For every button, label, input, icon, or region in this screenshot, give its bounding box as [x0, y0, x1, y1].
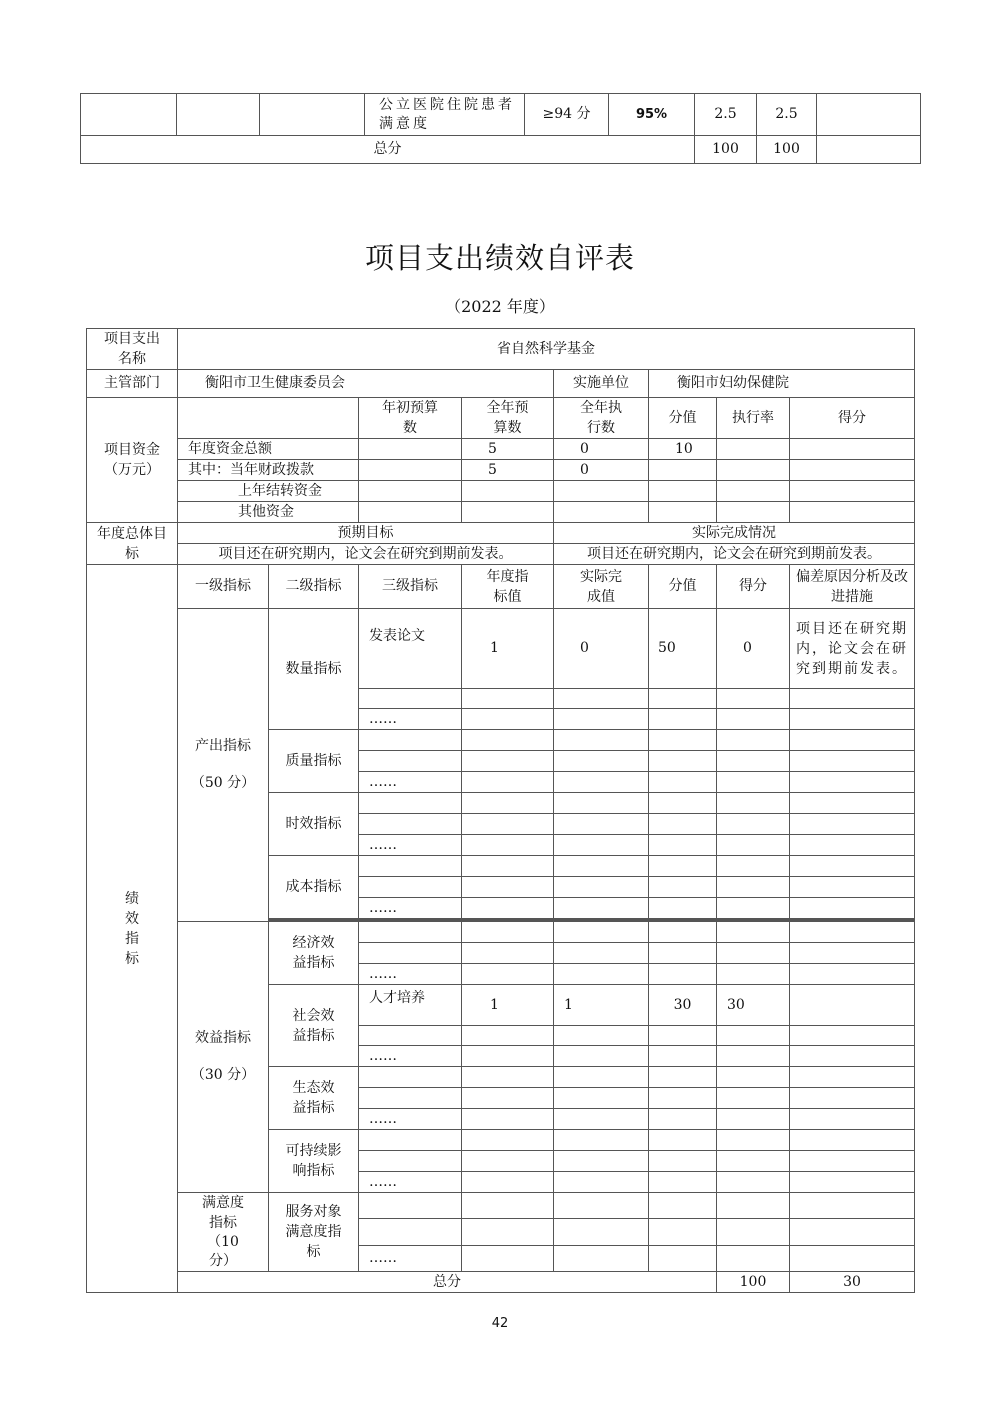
cell — [717, 1151, 790, 1172]
cell — [177, 94, 260, 136]
cell — [554, 1193, 649, 1219]
total-label: 总分 — [81, 136, 695, 164]
funds-rate — [717, 502, 790, 523]
funds-row-label: 上年结转资金 — [178, 481, 359, 502]
funds-rate — [717, 481, 790, 502]
cost-indicator: 成本指标 — [269, 856, 359, 919]
perf-header: 分值 — [649, 565, 717, 609]
funds-value — [649, 460, 717, 481]
cell — [790, 689, 915, 709]
cell — [790, 898, 915, 919]
cell — [717, 730, 790, 751]
score-value-cell: 2.5 — [695, 94, 757, 136]
cell — [649, 1151, 717, 1172]
ellipsis: …… — [359, 964, 462, 985]
cell — [790, 814, 915, 835]
cell — [790, 877, 915, 898]
perf-label-text: 绩效指标 — [125, 890, 139, 967]
funds-row-label: 其他资金 — [178, 502, 359, 523]
benefit-indicator — [178, 922, 269, 1193]
quantity-indicator: 数量指标 — [269, 609, 359, 730]
sustainable-indicator: 可持续影响指标 — [269, 1130, 359, 1193]
cell — [554, 964, 649, 985]
cell — [554, 730, 649, 751]
cell — [790, 1026, 915, 1046]
cell — [790, 772, 915, 793]
funds-header-init: 年初预算数 — [359, 398, 462, 439]
paper-score: 0 — [717, 609, 790, 689]
actual-cell: 95% — [609, 94, 695, 136]
goals-planned: 项目还在研究期内，论文会在研究到期前发表。 — [178, 544, 554, 565]
cell — [359, 1088, 462, 1109]
cell — [462, 689, 554, 709]
cell — [554, 922, 649, 943]
cell — [554, 835, 649, 856]
funds-init — [359, 481, 462, 502]
cell — [462, 709, 554, 730]
perf-header: 实际完成值 — [554, 565, 649, 609]
cell — [554, 772, 649, 793]
cell — [359, 1130, 462, 1151]
cell — [790, 793, 915, 814]
funds-score — [790, 460, 915, 481]
total-value: 100 — [695, 136, 757, 164]
cell — [790, 751, 915, 772]
cell — [462, 1109, 554, 1130]
goals-label: 年度总体目标 — [87, 523, 178, 565]
cell — [462, 814, 554, 835]
evaluation-table — [86, 328, 915, 1293]
cell — [717, 1219, 790, 1245]
cell — [717, 922, 790, 943]
target-cell: ≥94 分 — [525, 94, 609, 136]
cell — [554, 1172, 649, 1193]
cell — [462, 856, 554, 877]
cell — [178, 398, 359, 439]
cell — [462, 1046, 554, 1067]
paper-reason: 项目还在研究期内，论文会在研究到期前发表。 — [790, 609, 915, 689]
talent-score: 30 — [717, 985, 790, 1026]
cell — [717, 1046, 790, 1067]
perf-header: 得分 — [717, 565, 790, 609]
cell — [717, 943, 790, 964]
ellipsis: …… — [359, 1172, 462, 1193]
cell — [790, 1067, 915, 1088]
cell — [462, 964, 554, 985]
cell — [359, 1151, 462, 1172]
funds-value: 10 — [649, 439, 717, 460]
cell — [649, 964, 717, 985]
funds-score — [790, 439, 915, 460]
funds-annual — [462, 481, 554, 502]
cell — [717, 793, 790, 814]
cell — [649, 835, 717, 856]
paper-target: 1 — [462, 609, 554, 689]
cell — [649, 709, 717, 730]
funds-row-label: 其中：当年财政拨款 — [178, 460, 359, 481]
cell — [717, 814, 790, 835]
funds-init — [359, 502, 462, 523]
cell — [462, 1088, 554, 1109]
satisfaction-indicator — [178, 1193, 269, 1272]
cell — [462, 772, 554, 793]
ellipsis: …… — [359, 1046, 462, 1067]
cell — [359, 793, 462, 814]
cell — [649, 1193, 717, 1219]
cell — [649, 730, 717, 751]
page-title: 项目支出绩效自评表 — [364, 241, 635, 275]
perf-header: 一级指标 — [178, 565, 269, 609]
cell — [649, 1172, 717, 1193]
cell — [717, 1130, 790, 1151]
perf-label — [87, 565, 178, 1293]
cell — [462, 1245, 554, 1271]
quality-indicator: 质量指标 — [269, 730, 359, 793]
ellipsis: …… — [359, 898, 462, 919]
cell — [717, 964, 790, 985]
cell — [790, 985, 915, 1026]
cell — [554, 877, 649, 898]
cell — [717, 1245, 790, 1271]
cell — [554, 709, 649, 730]
cell — [554, 751, 649, 772]
funds-header-rate: 执行率 — [717, 398, 790, 439]
cell — [649, 814, 717, 835]
cell — [554, 898, 649, 919]
ellipsis: …… — [359, 835, 462, 856]
cell — [717, 689, 790, 709]
output-points: （50 分） — [190, 775, 256, 791]
goals-planned-label: 预期目标 — [178, 523, 554, 544]
cell — [554, 814, 649, 835]
cell — [649, 793, 717, 814]
cell — [790, 1245, 915, 1271]
cell — [81, 94, 177, 136]
cell — [554, 1088, 649, 1109]
funds-annual: 5 — [462, 439, 554, 460]
project-name: 省自然科学基金 — [178, 329, 915, 370]
cell — [790, 835, 915, 856]
perf-header: 偏差原因分析及改进措施 — [790, 565, 915, 609]
funds-rate — [717, 460, 790, 481]
cell — [359, 689, 462, 709]
talent-actual: 1 — [554, 985, 649, 1026]
talent-indicator: 人才培养 — [359, 985, 462, 1026]
cell — [359, 814, 462, 835]
cell — [649, 772, 717, 793]
cell — [790, 1172, 915, 1193]
cell — [359, 1219, 462, 1245]
score-cell: 2.5 — [757, 94, 817, 136]
perf-total-score: 30 — [790, 1272, 915, 1293]
cell — [717, 1193, 790, 1219]
output-label: 产出指标 — [195, 738, 251, 754]
cell — [554, 1046, 649, 1067]
cell — [462, 898, 554, 919]
dept-value: 衡阳市卫生健康委员会 — [178, 370, 554, 398]
funds-label: 项目资金（万元） — [87, 398, 178, 523]
previous-table-tail — [80, 93, 921, 164]
cell — [790, 1109, 915, 1130]
ellipsis: …… — [359, 1109, 462, 1130]
cell — [717, 856, 790, 877]
cell — [462, 793, 554, 814]
cell — [790, 1219, 915, 1245]
cell — [790, 730, 915, 751]
cell — [554, 1109, 649, 1130]
cell — [717, 709, 790, 730]
funds-rate — [717, 439, 790, 460]
cell — [790, 1046, 915, 1067]
cell — [790, 1193, 915, 1219]
cell — [462, 1193, 554, 1219]
total-score: 100 — [757, 136, 817, 164]
cell — [462, 1172, 554, 1193]
cell — [649, 1219, 717, 1245]
cell — [462, 1151, 554, 1172]
cell — [462, 1219, 554, 1245]
indicator-cell: 公立医院住院患者满意度 — [365, 94, 525, 136]
funds-init — [359, 460, 462, 481]
talent-value: 30 — [649, 985, 717, 1026]
cell — [790, 856, 915, 877]
cell — [554, 1151, 649, 1172]
cell — [649, 1026, 717, 1046]
paper-actual: 0 — [554, 609, 649, 689]
cell — [554, 1026, 649, 1046]
funds-header-annual: 全年预算数 — [462, 398, 554, 439]
goals-actual: 项目还在研究期内，论文会在研究到期前发表。 — [554, 544, 915, 565]
cell — [359, 1193, 462, 1219]
cell — [649, 1245, 717, 1271]
service-indicator: 服务对象满意度指标 — [269, 1193, 359, 1272]
funds-exec: 0 — [554, 439, 649, 460]
funds-exec — [554, 502, 649, 523]
ecological-indicator: 生态效益指标 — [269, 1067, 359, 1130]
funds-header-exec: 全年执行数 — [554, 398, 649, 439]
funds-init — [359, 439, 462, 460]
cell — [649, 1067, 717, 1088]
cell — [649, 689, 717, 709]
cell — [717, 1172, 790, 1193]
cell — [717, 1067, 790, 1088]
cell — [649, 751, 717, 772]
cell — [649, 856, 717, 877]
cell — [462, 835, 554, 856]
cell — [817, 94, 921, 136]
social-indicator: 社会效益指标 — [269, 985, 359, 1067]
cell — [717, 751, 790, 772]
cell — [554, 793, 649, 814]
perf-header: 年度指标值 — [462, 565, 554, 609]
goals-actual-label: 实际完成情况 — [554, 523, 915, 544]
cell — [359, 856, 462, 877]
benefit-label: 效益指标 — [195, 1030, 251, 1046]
perf-total-value: 100 — [717, 1272, 790, 1293]
timeliness-indicator: 时效指标 — [269, 793, 359, 856]
cell — [790, 709, 915, 730]
cell — [462, 922, 554, 943]
cell — [462, 1067, 554, 1088]
ellipsis: …… — [359, 709, 462, 730]
perf-total-label: 总分 — [178, 1272, 717, 1293]
cell — [462, 943, 554, 964]
cell — [554, 689, 649, 709]
cell — [790, 964, 915, 985]
talent-target: 1 — [462, 985, 554, 1026]
cell — [717, 1026, 790, 1046]
cell — [817, 136, 921, 164]
ellipsis: …… — [359, 772, 462, 793]
funds-value — [649, 481, 717, 502]
paper-value: 50 — [649, 609, 717, 689]
cell — [649, 943, 717, 964]
perf-header: 三级指标 — [359, 565, 462, 609]
cell — [649, 1088, 717, 1109]
cell — [359, 751, 462, 772]
cell — [359, 730, 462, 751]
cell — [790, 1088, 915, 1109]
cell — [554, 1067, 649, 1088]
cell — [649, 877, 717, 898]
cell — [554, 856, 649, 877]
cell — [649, 898, 717, 919]
funds-score — [790, 481, 915, 502]
cell — [554, 1130, 649, 1151]
cell — [554, 1219, 649, 1245]
funds-annual: 5 — [462, 460, 554, 481]
cell — [717, 898, 790, 919]
cell — [790, 1130, 915, 1151]
cell — [790, 922, 915, 943]
output-indicator — [178, 609, 269, 922]
cell — [649, 922, 717, 943]
project-name-label: 项目支出名称 — [87, 329, 178, 370]
page-number: 42 — [491, 1316, 509, 1331]
funds-header-value: 分值 — [649, 398, 717, 439]
economic-indicator: 经济效益指标 — [269, 922, 359, 985]
cell — [717, 835, 790, 856]
page-subtitle: （2022 年度） — [445, 297, 555, 316]
funds-exec — [554, 481, 649, 502]
cell — [649, 1109, 717, 1130]
cell — [359, 943, 462, 964]
satisfaction-points: （10 分） — [207, 1234, 239, 1269]
cell — [790, 943, 915, 964]
cell — [359, 922, 462, 943]
cell — [462, 877, 554, 898]
dept-label: 主管部门 — [87, 370, 178, 398]
cell — [359, 877, 462, 898]
cell — [359, 1026, 462, 1046]
cell — [717, 772, 790, 793]
cell — [462, 751, 554, 772]
ellipsis: …… — [359, 1245, 462, 1271]
cell — [649, 1046, 717, 1067]
cell — [554, 943, 649, 964]
cell — [649, 1130, 717, 1151]
satisfaction-label: 满意度指标 — [202, 1195, 244, 1231]
cell — [554, 1245, 649, 1271]
funds-row-label: 年度资金总额 — [178, 439, 359, 460]
paper-indicator: 发表论文 — [359, 609, 462, 689]
perf-header: 二级指标 — [269, 565, 359, 609]
impl-label: 实施单位 — [554, 370, 649, 398]
funds-header-score: 得分 — [790, 398, 915, 439]
funds-annual — [462, 502, 554, 523]
cell — [462, 730, 554, 751]
cell — [462, 1130, 554, 1151]
cell — [790, 1151, 915, 1172]
funds-value — [649, 502, 717, 523]
cell — [462, 1026, 554, 1046]
benefit-points: （30 分） — [190, 1067, 256, 1083]
cell — [260, 94, 365, 136]
funds-score — [790, 502, 915, 523]
cell — [717, 1088, 790, 1109]
impl-value: 衡阳市妇幼保健院 — [649, 370, 915, 398]
cell — [717, 1109, 790, 1130]
cell — [359, 1067, 462, 1088]
funds-exec: 0 — [554, 460, 649, 481]
cell — [717, 877, 790, 898]
